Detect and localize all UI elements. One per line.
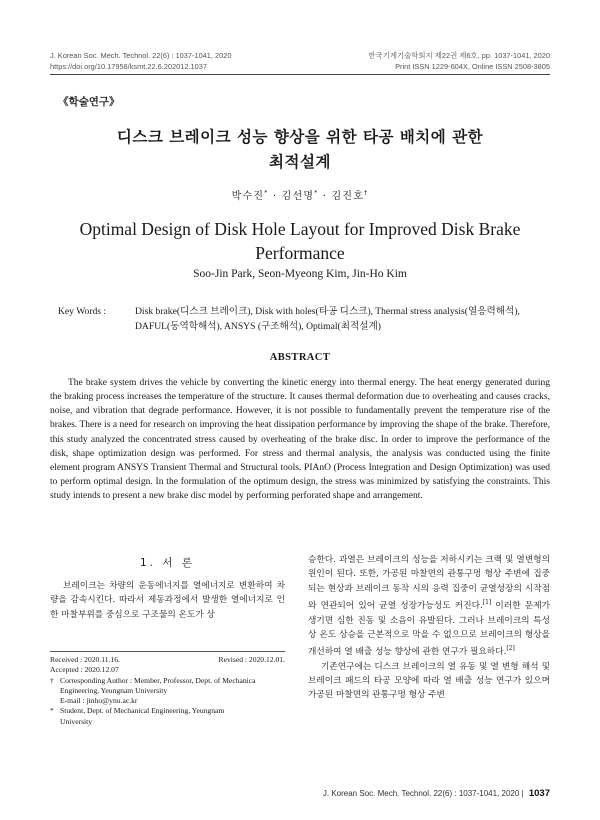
footnote-line: University bbox=[60, 716, 93, 726]
footnote-divider bbox=[50, 651, 285, 652]
authors-korean bbox=[60, 187, 540, 202]
running-header-right bbox=[368, 50, 550, 72]
footnote-dates bbox=[50, 655, 285, 665]
received-date: Received : 2020.11.16. bbox=[50, 655, 120, 664]
revised-date: Revised : 2020.12.01. bbox=[218, 655, 285, 664]
title-korean bbox=[60, 125, 540, 175]
student-author-note bbox=[50, 706, 285, 727]
author-mark: * bbox=[314, 189, 319, 197]
corresponding-author-note bbox=[50, 676, 285, 707]
article-category: 《학술연구》 bbox=[58, 96, 120, 108]
paragraph-text: 이러한 문제가 생기면 심한 진동 및 소음이 유발된다. 그러나 브레이크의 특성상 온도 상승을 근본적으로 막을 수 없으므로 브레이크의 형상을 개선하여 열 배출 성능 향상에 관한 연구가 필요하다. bbox=[308, 601, 550, 658]
author-name: 김진호 bbox=[331, 191, 365, 202]
paragraph-text: 승한다. 과열은 브레이크의 성능을 저하시키는 크랙 및 열변형의 원인이 된다. 또한, 가공된 마찰면의 관통구멍 형상 주변에 집중되는 현상과 브레이크 동작 시의 응력 집중이 균열성장의 시작점와 연관되어 있어 균열 성장가능성도 커진다. bbox=[308, 555, 550, 612]
title-english bbox=[60, 217, 540, 265]
keywords-text: Disk brake(디스크 브레이크), Disk with holes(타공 디스크), Thermal stress analysis(열응력해석), DAFUL(동역학해석), ANSYS (구조해석), Optimal(최적설계) bbox=[135, 306, 520, 332]
header-divider bbox=[50, 74, 550, 75]
author-separator: · bbox=[318, 191, 332, 202]
title-english-line: Optimal Design of Disk Hole Layout for Improved Disk Brake bbox=[79, 219, 521, 239]
asterisk-mark: * bbox=[50, 706, 54, 716]
keywords-label: Key Words : bbox=[58, 306, 107, 317]
abstract-body: The brake system drives the vehicle by converting the kinetic energy into thermal energy. The heat energy generated during the braking process increases the temperature of the structure. It causes thermal deformation due to overheating and causes cracks, noise, and vibration that degrade performance. However, it is not possible to fundamentally prevent the temperature rise of the brakes. There is a need for research on improving the heat dissipation performance by improving the shape of the brake. Therefore, this study analyzed the concentrated stress caused by overheating of the brake disc. In order to improve the performance of the disk, shape optimization design was performed. For stress and thermal analysis, the analysis was conducted using the finite element program ANSYS Transient Thermal and Structural tools. PIAnO (Process Integration and Design Optimization) was used to perform optimal design. In the formulation of the optimum design, the stress was minimized by satisfying the constraints. This study intends to present a new brake disc model by performing perforated shape and arrangement. bbox=[50, 378, 550, 502]
footnotes-block bbox=[50, 655, 285, 727]
page-footer bbox=[323, 788, 550, 799]
author-mark: * bbox=[264, 189, 269, 197]
title-korean-line: 최적설계 bbox=[269, 153, 331, 171]
running-header-left bbox=[50, 50, 231, 72]
journal-citation: J. Korean Soc. Mech. Technol. 22(6) : 1037-1041, 2020 bbox=[50, 51, 232, 60]
keywords-block bbox=[58, 304, 550, 334]
footer-journal: J. Korean Soc. Mech. Technol. 22(6) : 1037-1041, 2020 bbox=[322, 789, 520, 798]
author-email[interactable]: E-mail : jinho@ynu.ac.kr bbox=[60, 696, 138, 706]
accepted-date: Accepted : 2020.12.07 bbox=[50, 665, 119, 675]
author-separator: · bbox=[268, 191, 282, 202]
issn-line: Print ISSN 1229-604X, Online ISSN 2508-3805 bbox=[395, 62, 550, 71]
title-korean-line: 디스크 브레이크 성능 향상을 위한 타공 배치에 관한 bbox=[116, 128, 484, 146]
journal-citation-ko: 한국기계기술학회지 제22권 제6호, pp. 1037-1041, 2020 bbox=[368, 51, 550, 60]
footnote-line: Engineering, Yeungnam University bbox=[60, 685, 168, 695]
intro-paragraph: 기존연구에는 디스크 브레이크의 열 유동 및 열 변형 해석 및 브레이크 패드의 타공 모양에 따라 열 배출 성능 연구가 있으며 가공된 마찰면의 관통구멍 형상 주변 bbox=[308, 661, 550, 701]
author-mark: † bbox=[364, 189, 369, 197]
abstract-heading: ABSTRACT bbox=[269, 352, 331, 363]
intro-left-column: 브레이크는 차량의 운동에너지를 열에너지로 변환하여 차량을 감속시킨다. 따라서 제동과정에서 발생한 열에너지로 인한 마찰부위를 중심으로 구조물의 온도가 상 bbox=[50, 581, 285, 620]
dagger-mark: † bbox=[50, 675, 54, 685]
section-heading-introduction: 1. 서 론 bbox=[140, 557, 195, 569]
page-number: 1037 bbox=[528, 788, 550, 799]
title-english-line: Performance bbox=[255, 243, 345, 263]
footnote-line: Student, Dept. of Mechanical Engineering, Yeungnam bbox=[60, 706, 225, 716]
citation-ref[interactable]: [1] bbox=[482, 599, 492, 607]
footer-divider: | bbox=[521, 789, 524, 798]
intro-paragraph bbox=[308, 553, 550, 660]
footnote-line: Corresponding Author : Member, Professor, Dept. of Mechanica bbox=[60, 675, 256, 685]
citation-ref[interactable]: [2] bbox=[506, 645, 515, 653]
doi-link[interactable]: https://doi.org/10.17958/ksmt.22.6.202012.1037 bbox=[50, 62, 207, 71]
intro-right-column bbox=[308, 553, 550, 703]
author-name: 박수진 bbox=[231, 191, 265, 202]
author-name: 김선명 bbox=[281, 191, 315, 202]
authors-english: Soo-Jin Park, Seon-Myeong Kim, Jin-Ho Kim bbox=[193, 268, 407, 280]
